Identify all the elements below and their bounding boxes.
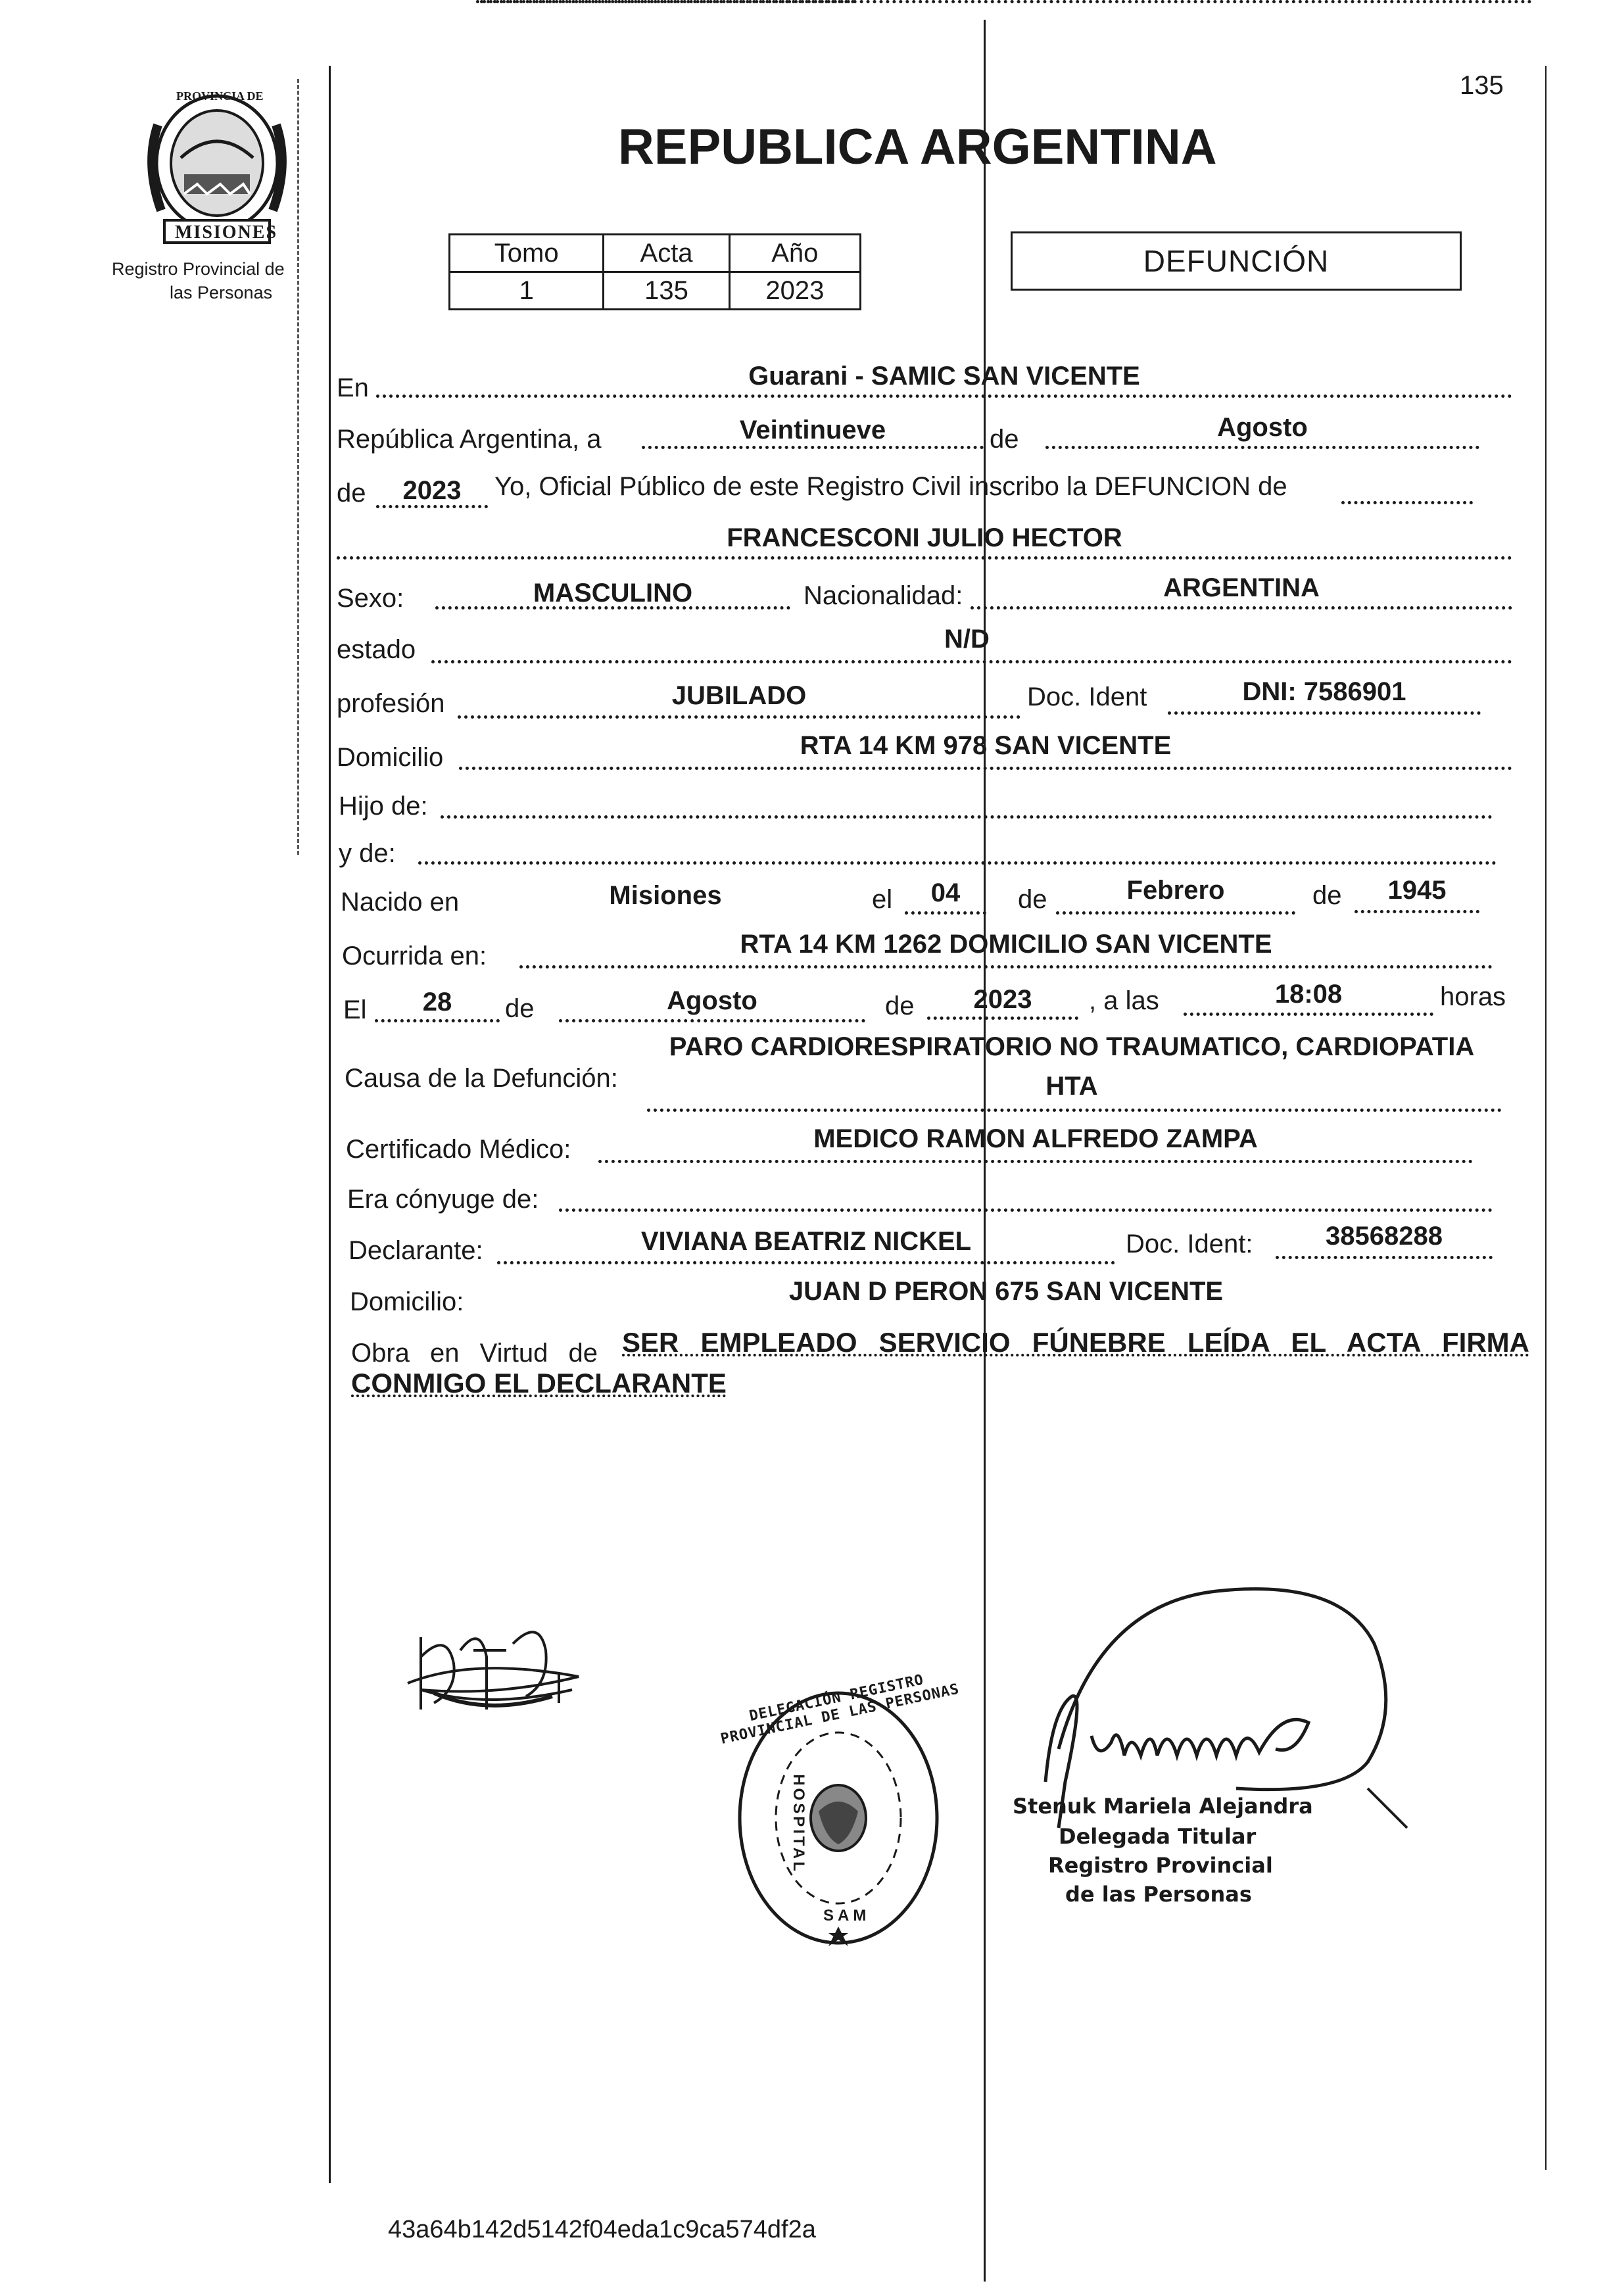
dots-death-month: [559, 1019, 865, 1022]
official-stamp-line3: Registro Provincial: [1048, 1853, 1273, 1878]
registry-name-line2: las Personas: [170, 283, 273, 302]
record-table-values: [450, 272, 861, 310]
value-obra-line2: CONMIGO EL DECLARANTE: [351, 1368, 727, 1399]
label-doc-ident2: Doc. Ident:: [1126, 1230, 1253, 1258]
label-causa: Causa de la Defunción:: [345, 1064, 618, 1093]
value-month: Agosto: [1217, 413, 1308, 442]
value-birth-day: 04: [930, 878, 961, 907]
left-margin-rule: [329, 66, 331, 2183]
value-declarant-address: JUAN D PERON 675 SAN VICENTE: [788, 1277, 1224, 1306]
value-cause-line2: HTA: [1045, 1072, 1098, 1101]
dots-death-time: [1184, 1013, 1433, 1016]
label-estado: estado: [337, 635, 416, 664]
dots-cause: [647, 1109, 1502, 1112]
header-tomo: Tomo: [450, 235, 604, 272]
value-tomo: 1: [450, 272, 604, 310]
label-el-birth: el: [872, 885, 893, 914]
value-deceased-name: FRANCESCONI JULIO HECTOR: [727, 523, 1122, 552]
dots-declarant-address: [480, 0, 1532, 3]
record-table-header: [450, 235, 861, 272]
header-acta: Acta: [604, 235, 729, 272]
value-address: RTA 14 KM 978 SAN VICENTE: [800, 731, 1172, 760]
dots-declarant-doc: [1276, 1256, 1493, 1259]
value-death-day: 28: [422, 988, 452, 1016]
value-ano: 2023: [729, 272, 860, 310]
record-number-table: [448, 233, 861, 310]
document-hash: 43a64b142d5142f04eda1c9ca574df2a: [388, 2216, 816, 2243]
label-horas: horas: [1440, 982, 1506, 1011]
label-conyuge: Era cónyuge de:: [347, 1185, 539, 1214]
dots-birth-year: [1355, 910, 1479, 913]
value-place: Guarani - SAMIC SAN VICENTE: [748, 362, 1140, 391]
label-nacionalidad: Nacionalidad:: [804, 581, 963, 610]
value-death-year: 2023: [973, 985, 1032, 1014]
label-de-year: de: [337, 479, 366, 508]
label-obra-en: Obra en Virtud de: [351, 1339, 598, 1368]
registry-name-line1: Registro Provincial de: [112, 259, 285, 279]
label-nacido-en: Nacido en: [341, 888, 460, 917]
dots-day: [642, 446, 984, 449]
dots-yo: [1341, 501, 1473, 504]
label-profesion: profesión: [337, 689, 445, 718]
official-stamp-line1: Stenuk Mariela Alejandra: [1013, 1794, 1313, 1819]
dots-birth-month: [1056, 911, 1295, 915]
value-day-written: Veintinueve: [739, 416, 886, 444]
dots-profession: [458, 715, 1020, 719]
value-sex: MASCULINO: [533, 579, 693, 608]
dots-death-year: [927, 1016, 1078, 1020]
label-declarante: Declarante:: [348, 1236, 483, 1265]
label-de-death1: de: [505, 994, 535, 1023]
seal-text-top: PROVINCIA DE: [176, 89, 264, 103]
value-year: 2023: [402, 476, 462, 505]
label-doc-ident: Doc. Ident: [1027, 682, 1147, 711]
value-birth-month: Febrero: [1126, 876, 1225, 905]
page-number: 135: [1460, 71, 1504, 100]
value-acta: 135: [604, 272, 729, 310]
right-margin-rule: [1545, 66, 1547, 2170]
hospital-seal-inner: HOSPITAL: [789, 1774, 807, 1874]
value-birth-year: 1945: [1387, 876, 1447, 905]
label-certificado: Certificado Médico:: [346, 1135, 571, 1164]
value-cause-line1: PARO CARDIORESPIRATORIO NO TRAUMATICO, CARDIOPATIA: [669, 1032, 1475, 1061]
value-birth-place: Misiones: [609, 881, 722, 910]
label-de-birth2: de: [1312, 881, 1342, 910]
value-dni: DNI: 7586901: [1242, 677, 1406, 706]
dots-hijo: [441, 815, 1493, 819]
dots-birth-day: [905, 911, 986, 915]
dots-doctor: [598, 1160, 1473, 1163]
label-a-las: , a las: [1089, 986, 1159, 1015]
value-profession: JUBILADO: [671, 681, 807, 710]
official-stamp-line4: de las Personas: [1065, 1882, 1252, 1907]
document-type-box: [1011, 231, 1462, 291]
dots-name: [337, 556, 1512, 560]
official-stamp-line2: Delegada Titular: [1059, 1824, 1257, 1849]
dots-y-de: [418, 861, 1497, 865]
label-el-death: El: [343, 995, 367, 1024]
label-y-de: y de:: [339, 839, 396, 868]
value-declarant: VIVIANA BEATRIZ NICKEL: [640, 1227, 972, 1256]
label-republica: República Argentina, a: [337, 425, 602, 454]
dots-nationality: [971, 606, 1512, 610]
dots-declarant: [497, 1261, 1115, 1264]
dots-estado: [431, 660, 1512, 663]
country-title: REPUBLICA ARGENTINA: [618, 119, 1217, 175]
label-de-birth1: de: [1018, 885, 1047, 914]
value-doctor: MEDICO RAMON ALFREDO ZAMPA: [813, 1124, 1258, 1153]
hospital-seal-ring-text: DELEGACIÓN REGISTRO PROVINCIAL DE LAS PERSONAS: [719, 1671, 961, 1748]
value-civil-status: N/D: [944, 625, 990, 654]
label-en: En: [337, 373, 369, 402]
dots-dni: [1168, 711, 1481, 715]
value-nationality: ARGENTINA: [1163, 573, 1320, 602]
label-hijo-de: Hijo de:: [339, 792, 428, 821]
dots-address: [459, 767, 1512, 770]
value-death-time: 18:08: [1274, 980, 1343, 1009]
dots-death-day: [375, 1019, 500, 1022]
label-de-death2: de: [885, 992, 915, 1020]
label-de: de: [990, 425, 1019, 454]
dots-death-place: [519, 965, 1493, 969]
label-yo-oficial: Yo, Oficial Público de este Registro Civil inscribo la DEFUNCION de: [494, 472, 1287, 501]
label-sexo: Sexo:: [337, 584, 404, 613]
value-declarant-doc: 38568288: [1326, 1222, 1443, 1251]
official-initials-signature: [395, 1611, 592, 1736]
header-ano: Año: [729, 235, 860, 272]
value-death-place: RTA 14 KM 1262 DOMICILIO SAN VICENTE: [740, 930, 1272, 959]
value-death-month: Agosto: [667, 986, 757, 1015]
dots-month: [1045, 446, 1479, 449]
value-obra-line1: SER EMPLEADO SERVICIO FÚNEBRE LEÍDA EL ACTA FIRMA: [622, 1327, 1529, 1358]
document-type-label: DEFUNCIÓN: [1143, 244, 1330, 278]
label-domicilio2: Domicilio:: [350, 1287, 464, 1316]
dots-en: [376, 395, 1512, 398]
dots-conyuge: [559, 1208, 1493, 1212]
label-domicilio: Domicilio: [337, 743, 444, 772]
hospital-seal-bottom: SAM: [823, 1907, 871, 1925]
label-ocurrida-en: Ocurrida en:: [342, 942, 487, 970]
seal-text-bottom: MISIONES: [175, 222, 278, 243]
